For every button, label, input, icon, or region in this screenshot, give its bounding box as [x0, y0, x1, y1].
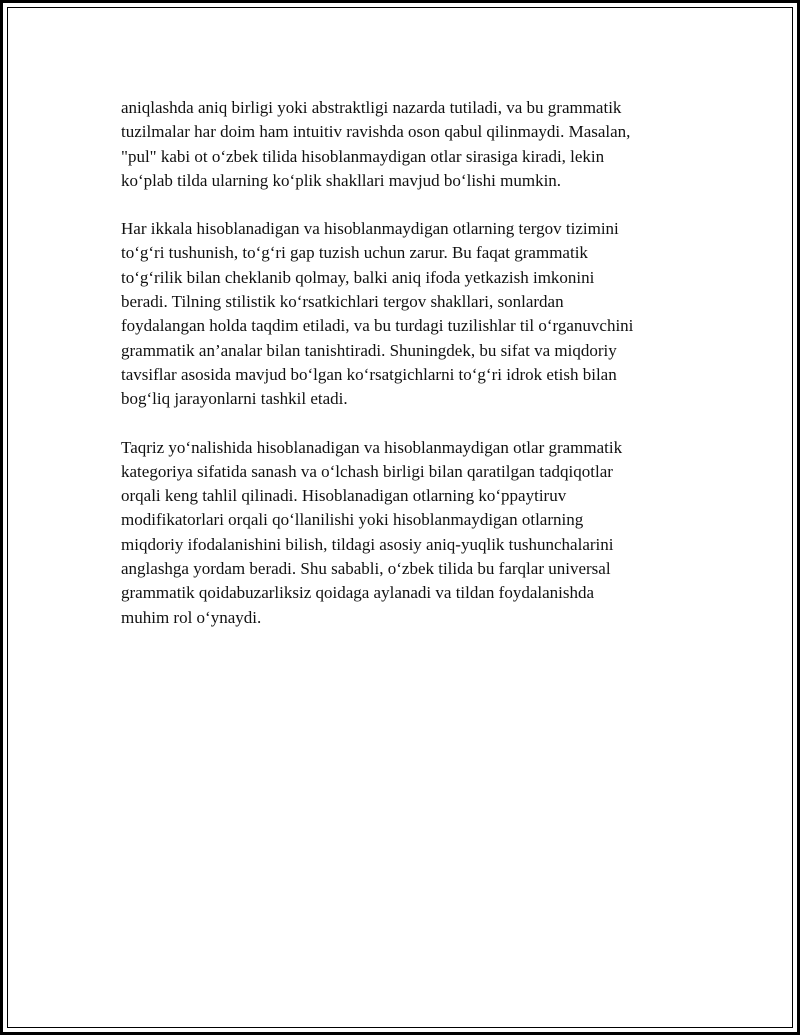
text-line: ko‘plab tilda ularning ko‘plik shakllari mavjud bo‘lishi mumkin.: [121, 170, 562, 190]
text-line: tuzilmalar har doim ham intuitiv ravishda oson qabul qilinmaydi. Masalan,: [121, 122, 631, 142]
paragraph-3: [121, 436, 687, 630]
text-line: tavsiflar asosida mavjud bo‘lgan ko‘rsatgichlarni to‘g‘ri idrok etish bilan: [121, 364, 617, 384]
text-line: kategoriya sifatida sanash va o‘lchash birligi bilan qaratilgan tadqiqotlar: [121, 461, 613, 481]
text-line: Har ikkala hisoblanadigan va hisoblanmaydigan otlarning tergov tizimini: [121, 219, 619, 239]
text-line: bog‘liq jarayonlarni tashkil etadi.: [121, 389, 348, 409]
text-line: grammatik qoidabuzarliksiz qoidaga aylanadi va tildan foydalanishda: [121, 583, 595, 603]
text-line: miqdoriy ifodalanishini bilish, tildagi asosiy aniq-yuqlik tushunchalarini: [121, 534, 614, 554]
text-line: to‘g‘rilik bilan cheklanib qolmay, balki aniq ifoda yetkazish imkonini: [121, 267, 595, 287]
text-line: "pul" kabi ot o‘zbek tilida hisoblanmaydigan otlar sirasiga kiradi, lekin: [121, 146, 605, 166]
paragraph-2: [121, 217, 687, 411]
text-line: anglashga yordam beradi. Shu sababli, o‘zbek tilida bu farqlar universal: [121, 559, 611, 579]
paragraph-1: [121, 96, 687, 193]
text-line: muhim rol o‘ynaydi.: [121, 607, 262, 627]
text-line: Taqriz yo‘nalishida hisoblanadigan va hisoblanmaydigan otlar grammatik: [121, 437, 623, 457]
text-line: to‘g‘ri tushunish, to‘g‘ri gap tuzish uchun zarur. Bu faqat grammatik: [121, 243, 588, 263]
text-line: beradi. Tilning stilistik ko‘rsatkichlari tergov shakllari, sonlardan: [121, 292, 564, 312]
text-line: grammatik an’analar bilan tanishtiradi. Shuningdek, bu sifat va miqdoriy: [121, 340, 617, 360]
text-line: foydalangan holda taqdim etiladi, va bu turdagi tuzilishlar til o‘rganuvchini: [121, 316, 634, 336]
text-line: aniqlashda aniq birligi yoki abstraktligi nazarda tutiladi, va bu grammatik: [121, 98, 622, 117]
text-line: modifikatorlari orqali qo‘llanilishi yoki hisoblanmaydigan otlarning: [121, 510, 584, 530]
text-line: orqali keng tahlil qilinadi. Hisoblanadigan otlarning ko‘ppaytiruv: [121, 486, 567, 506]
document-body: [121, 96, 687, 654]
